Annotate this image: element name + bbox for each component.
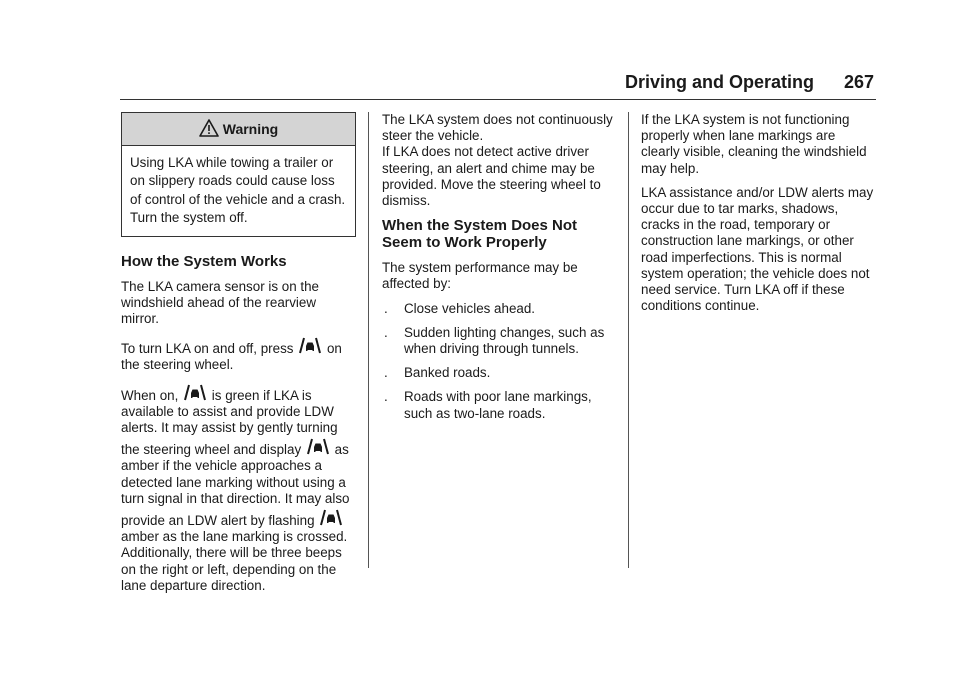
paragraph: The LKA camera sensor is on the windshield ahead of the rearview mirror. [121,278,319,327]
warning-box [121,112,356,237]
lane-keep-assist-icon [298,335,322,355]
section-title: Driving and Operating [624,72,814,92]
warning-title: Warning [222,121,279,137]
list-item: . Sudden lighting changes, such as when driving through tunnels. [384,324,605,357]
lane-keep-assist-icon [319,507,343,527]
paragraph-indicator: When on, is green if LKA is available to assist and provide LDW alerts. It may assist by gently turning the steering wheel and display as amber if the vehicle approaches a detected lane marking without using a turn signal in that direction. It may also provide an LDW alert by flashing amber as the lane marking is crossed. Additionally, there will be three beeps on the right or left, depending on the lane departure direction. [121,382,356,594]
paragraph: The LKA system does not continuously steer the vehicle. [382,112,613,144]
lane-keep-assist-icon [306,436,330,456]
lane-keep-assist-icon [183,382,207,402]
warning-triangle-icon [199,116,219,148]
paragraph: If the LKA system is not functioning properly when lane markings are clearly visible, cleaning the windshield may help. [641,112,867,176]
page-number: 267 [843,72,874,92]
warning-text: Using LKA while towing a trailer or on slippery roads could cause loss of control of the vehicle and a crash. Turn the system off. [130,155,346,226]
list-item: . Banked roads. [384,365,491,381]
column-divider-1 [368,112,369,568]
column-2 [382,112,614,430]
section-heading-not-working: When the System Does Not Seem to Work Properly [382,217,578,252]
list-item: . Roads with poor lane markings, such as two-lane roads. [384,389,592,421]
paragraph-press-button: To turn LKA on and off, press on the steering wheel. [121,335,356,373]
column-1 [121,112,356,602]
header-rule [120,99,876,100]
paragraph: LKA assistance and/or LDW alerts may occur due to tar marks, shadows, cracks in the road, temporary or construction lane markings, or other road imperfections. This is normal system operation; the vehicle does not need service. Turn LKA off if these conditions continue. [641,184,874,314]
page-header [120,70,876,98]
column-3 [641,112,877,322]
column-divider-2 [628,112,629,568]
warning-header [122,113,355,146]
paragraph: If LKA does not detect active driver steering, an alert and chime may be provided. Move the steering wheel to dismiss. [382,144,601,209]
paragraph: The system performance may be affected by: [382,260,578,292]
list-item: . Close vehicles ahead. [384,300,536,316]
section-heading-how-system-works: How the System Works [121,252,287,270]
